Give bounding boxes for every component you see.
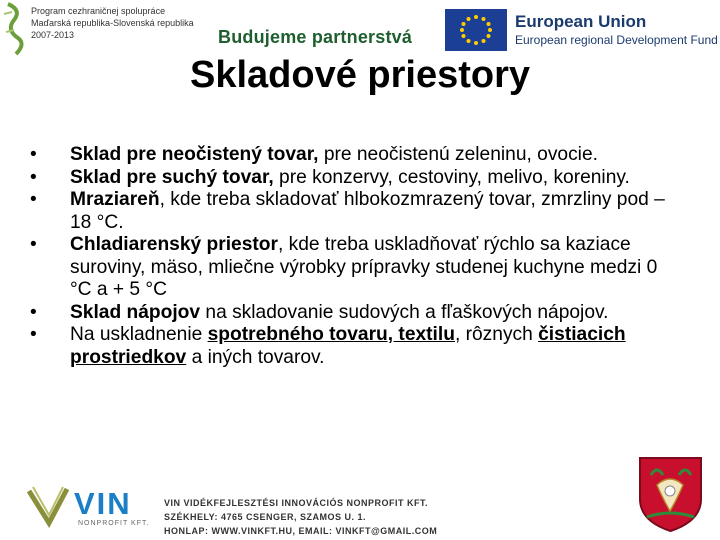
bullet-dot-icon: • (30, 166, 37, 188)
program-line: 2007-2013 (31, 30, 75, 40)
bullet-text: , kde treba uskladňovať rýchlo sa kaziace suroviny, mäso, mliečne výrobky prípravky studenej kuchyne medzi 0 °C a + 5 °C (70, 234, 658, 300)
vin-logo-text: VIN (74, 486, 132, 521)
eu-flag-icon (445, 9, 507, 51)
bullet-dot-icon: • (30, 301, 37, 323)
bullet-text: , kde treba skladovať hlbokozmrazený tovar, zmrzliny pod – 18 °C. (70, 189, 665, 233)
bullet-bold: Chladiarenský priestor (70, 234, 278, 255)
header-bar (0, 0, 720, 60)
bullet-item (30, 324, 680, 369)
footer-line: HONLAP: WWW.VINKFT.HU, EMAIL: VINKFT@GMAIL.COM (164, 526, 438, 536)
bullet-text: pre neočistenú zeleninu, ovocie. (318, 144, 598, 165)
bullet-underlined: čistiacich prostriedkov (70, 324, 626, 368)
footer-line: VIN VIDÉKFEJLESZTÉSI INNOVÁCIÓS NONPROFIT KFT. (164, 498, 429, 508)
bullet-list (30, 144, 680, 369)
bullet-bold: Sklad pre suchý tovar, (70, 166, 274, 188)
bullet-dot-icon: • (30, 234, 37, 255)
slide-title: Skladové priestory (189, 54, 531, 96)
program-line: Program cezhraničnej spolupráce (31, 6, 166, 16)
bullet-text: Na uskladnenie (70, 324, 208, 345)
eu-subtitle: European regional Development Fund (515, 33, 718, 47)
bullet-dot-icon: • (30, 144, 37, 165)
bullet-dot-icon: • (30, 324, 37, 345)
bullet-text: pre konzervy, cestoviny, melivo, koreniny. (273, 166, 630, 188)
slogan: Budujeme partnerstvá (218, 27, 413, 47)
program-line: Maďarská republika-Slovenská republika (31, 18, 194, 28)
bullet-item (30, 144, 680, 167)
bullet-underlined: spotrebného tovaru, textilu (207, 324, 455, 345)
program-logo-icon (2, 2, 28, 56)
bullet-text: a iných tovarov. (186, 346, 325, 368)
program-text (31, 5, 194, 41)
bullet-item (30, 167, 680, 190)
bullet-bold: Sklad pre neočistený tovar, (70, 144, 319, 165)
footer-contact (164, 496, 437, 538)
eu-title: European Union (515, 12, 647, 31)
bullet-item (30, 189, 680, 234)
bullet-item (30, 234, 680, 302)
vin-logo-sub: NONPROFIT KFT. (78, 520, 150, 527)
bullet-text: na skladovanie sudových a fľaškových nápojov. (200, 301, 609, 323)
footer-line: SZÉKHELY: 4765 CSENGER, SZAMOS U. 1. (164, 512, 367, 522)
bullet-text: , rôznych (454, 324, 539, 345)
bullet-bold: Mraziareň (70, 189, 160, 210)
bullet-bold: Sklad nápojov (70, 301, 201, 323)
bullet-dot-icon: • (30, 189, 37, 210)
bullet-item (30, 302, 680, 325)
coat-of-arms-icon (637, 455, 704, 533)
